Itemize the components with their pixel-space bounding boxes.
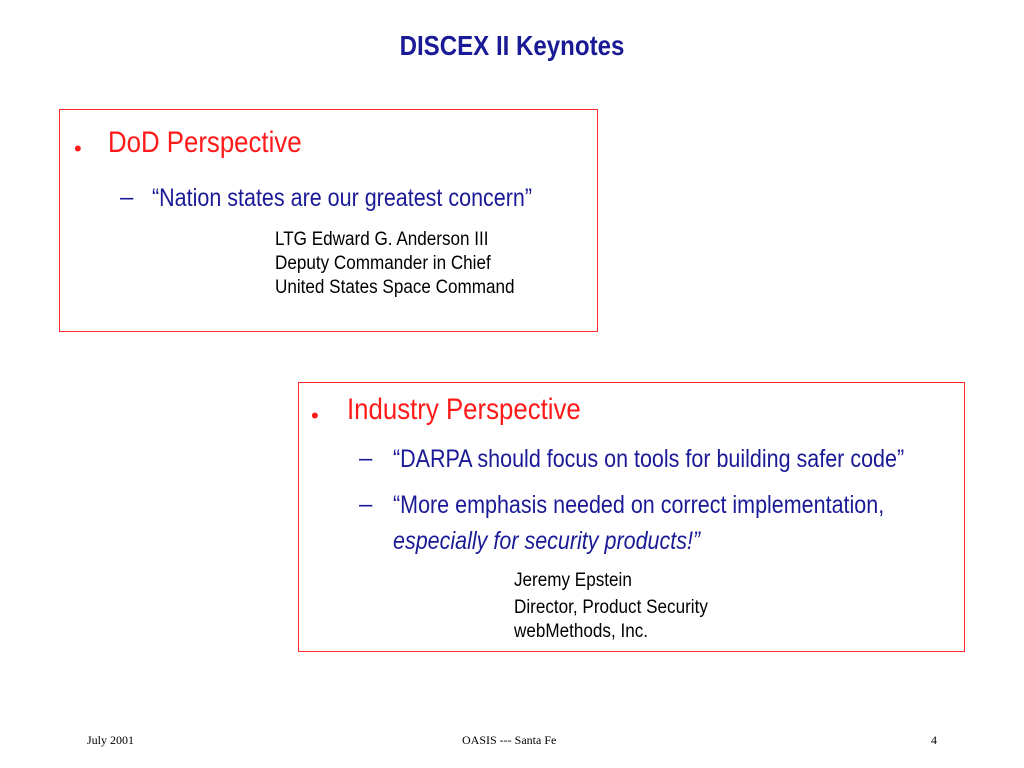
industry-heading: Industry Perspective — [347, 393, 581, 426]
footer-date: July 2001 — [87, 733, 135, 747]
footer-event: OASIS --- Santa Fe — [462, 733, 557, 747]
dod-quote: “Nation states are our greatest concern” — [152, 184, 533, 212]
industry-attribution-title: Director, Product Security — [514, 597, 708, 618]
industry-quote-2-line-2: especially for security products!” — [393, 527, 701, 555]
dash-icon: – — [359, 491, 373, 518]
industry-perspective-box — [298, 382, 965, 652]
dash-icon: – — [359, 445, 373, 472]
dod-attribution-name: LTG Edward G. Anderson III — [275, 229, 489, 250]
slide-title: DISCEX II Keynotes — [399, 30, 625, 61]
industry-attribution-name: Jeremy Epstein — [514, 570, 632, 591]
footer-page-number: 4 — [931, 733, 937, 747]
industry-attribution-org: webMethods, Inc. — [514, 621, 649, 642]
bullet-icon: • — [74, 136, 82, 161]
industry-quote-1: “DARPA should focus on tools for building safer code” — [393, 445, 905, 473]
dod-heading: DoD Perspective — [108, 126, 302, 159]
industry-quote-2-line-1: “More emphasis needed on correct implementation, — [393, 491, 885, 519]
dod-perspective-box — [59, 109, 598, 332]
dash-icon: – — [120, 184, 134, 211]
dod-attribution — [275, 228, 515, 300]
bullet-icon: • — [311, 403, 319, 428]
dod-attribution-title: Deputy Commander in Chief — [275, 253, 491, 274]
dod-attribution-org: United States Space Command — [275, 277, 515, 298]
industry-attribution — [514, 569, 708, 644]
